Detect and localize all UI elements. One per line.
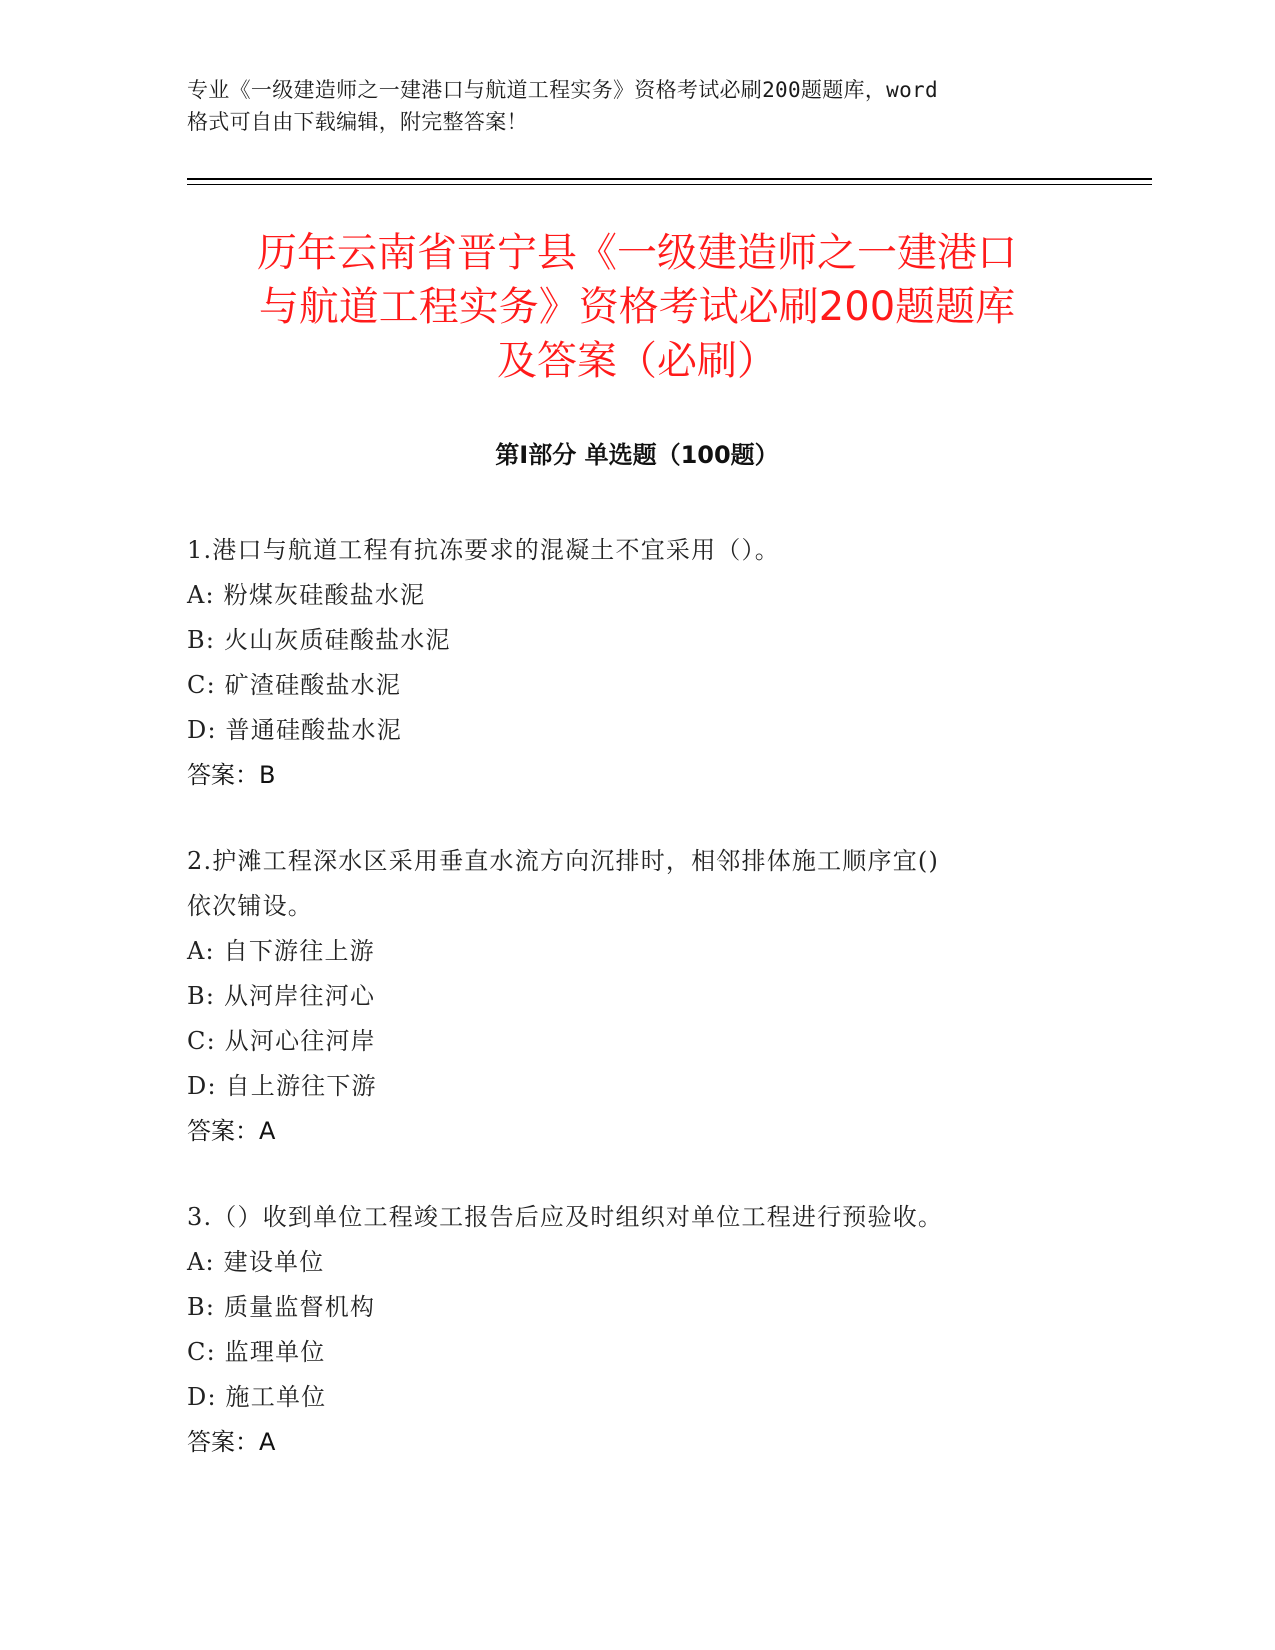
- document-title-line-3: 及答案（必刷）: [497, 338, 777, 384]
- option-b: B: 火山灰质硅酸盐水泥: [187, 626, 451, 654]
- document-title-line-1: 历年云南省晋宁县《一级建造师之一建港口: [257, 230, 1017, 276]
- option-c: C: 矿渣硅酸盐水泥: [187, 671, 402, 699]
- header-note: [187, 74, 1067, 138]
- answer: 答案：A: [187, 1428, 276, 1456]
- answer: 答案：B: [187, 761, 276, 789]
- option-b: B: 质量监督机构: [187, 1293, 376, 1321]
- option-d: D: 自上游往下游: [187, 1072, 377, 1100]
- option-d: D: 普通硅酸盐水泥: [187, 716, 402, 744]
- section-title: 第Ⅰ部分 单选题（100题）: [495, 441, 779, 469]
- header-rule-thin: [187, 184, 1152, 185]
- answer: 答案：A: [187, 1117, 276, 1145]
- option-c: C: 监理单位: [187, 1338, 326, 1366]
- question-stem: 1.港口与航道工程有抗冻要求的混凝土不宜采用（）。: [187, 536, 780, 564]
- option-b: B: 从河岸往河心: [187, 982, 376, 1010]
- question-stem: 3.（）收到单位工程竣工报告后应及时组织对单位工程进行预验收。: [187, 1203, 944, 1231]
- document-title: [187, 226, 1087, 388]
- question-list: [187, 528, 1067, 1506]
- header-rule-thick: [187, 178, 1152, 180]
- option-c: C: 从河心往河岸: [187, 1027, 376, 1055]
- question-stem: 2.护滩工程深水区采用垂直水流方向沉排时，相邻排体施工顺序宜(): [187, 847, 940, 875]
- question-2: [187, 839, 1067, 1154]
- header-note-line-2: 格式可自由下载编辑，附完整答案！: [187, 110, 528, 134]
- option-d: D: 施工单位: [187, 1383, 327, 1411]
- question-3: [187, 1195, 1067, 1465]
- option-a: A: 自下游往上游: [187, 937, 375, 965]
- option-a: A: 建设单位: [187, 1248, 325, 1276]
- option-a: A: 粉煤灰硅酸盐水泥: [187, 581, 426, 609]
- header-note-line-1: 专业《一级建造师之一建港口与航道工程实务》资格考试必刷200题题库，word: [187, 78, 938, 102]
- question-stem-continued: 依次铺设。: [187, 892, 313, 920]
- document-title-line-2: 与航道工程实务》资格考试必刷200题题库: [258, 284, 1016, 330]
- question-1: [187, 528, 1067, 798]
